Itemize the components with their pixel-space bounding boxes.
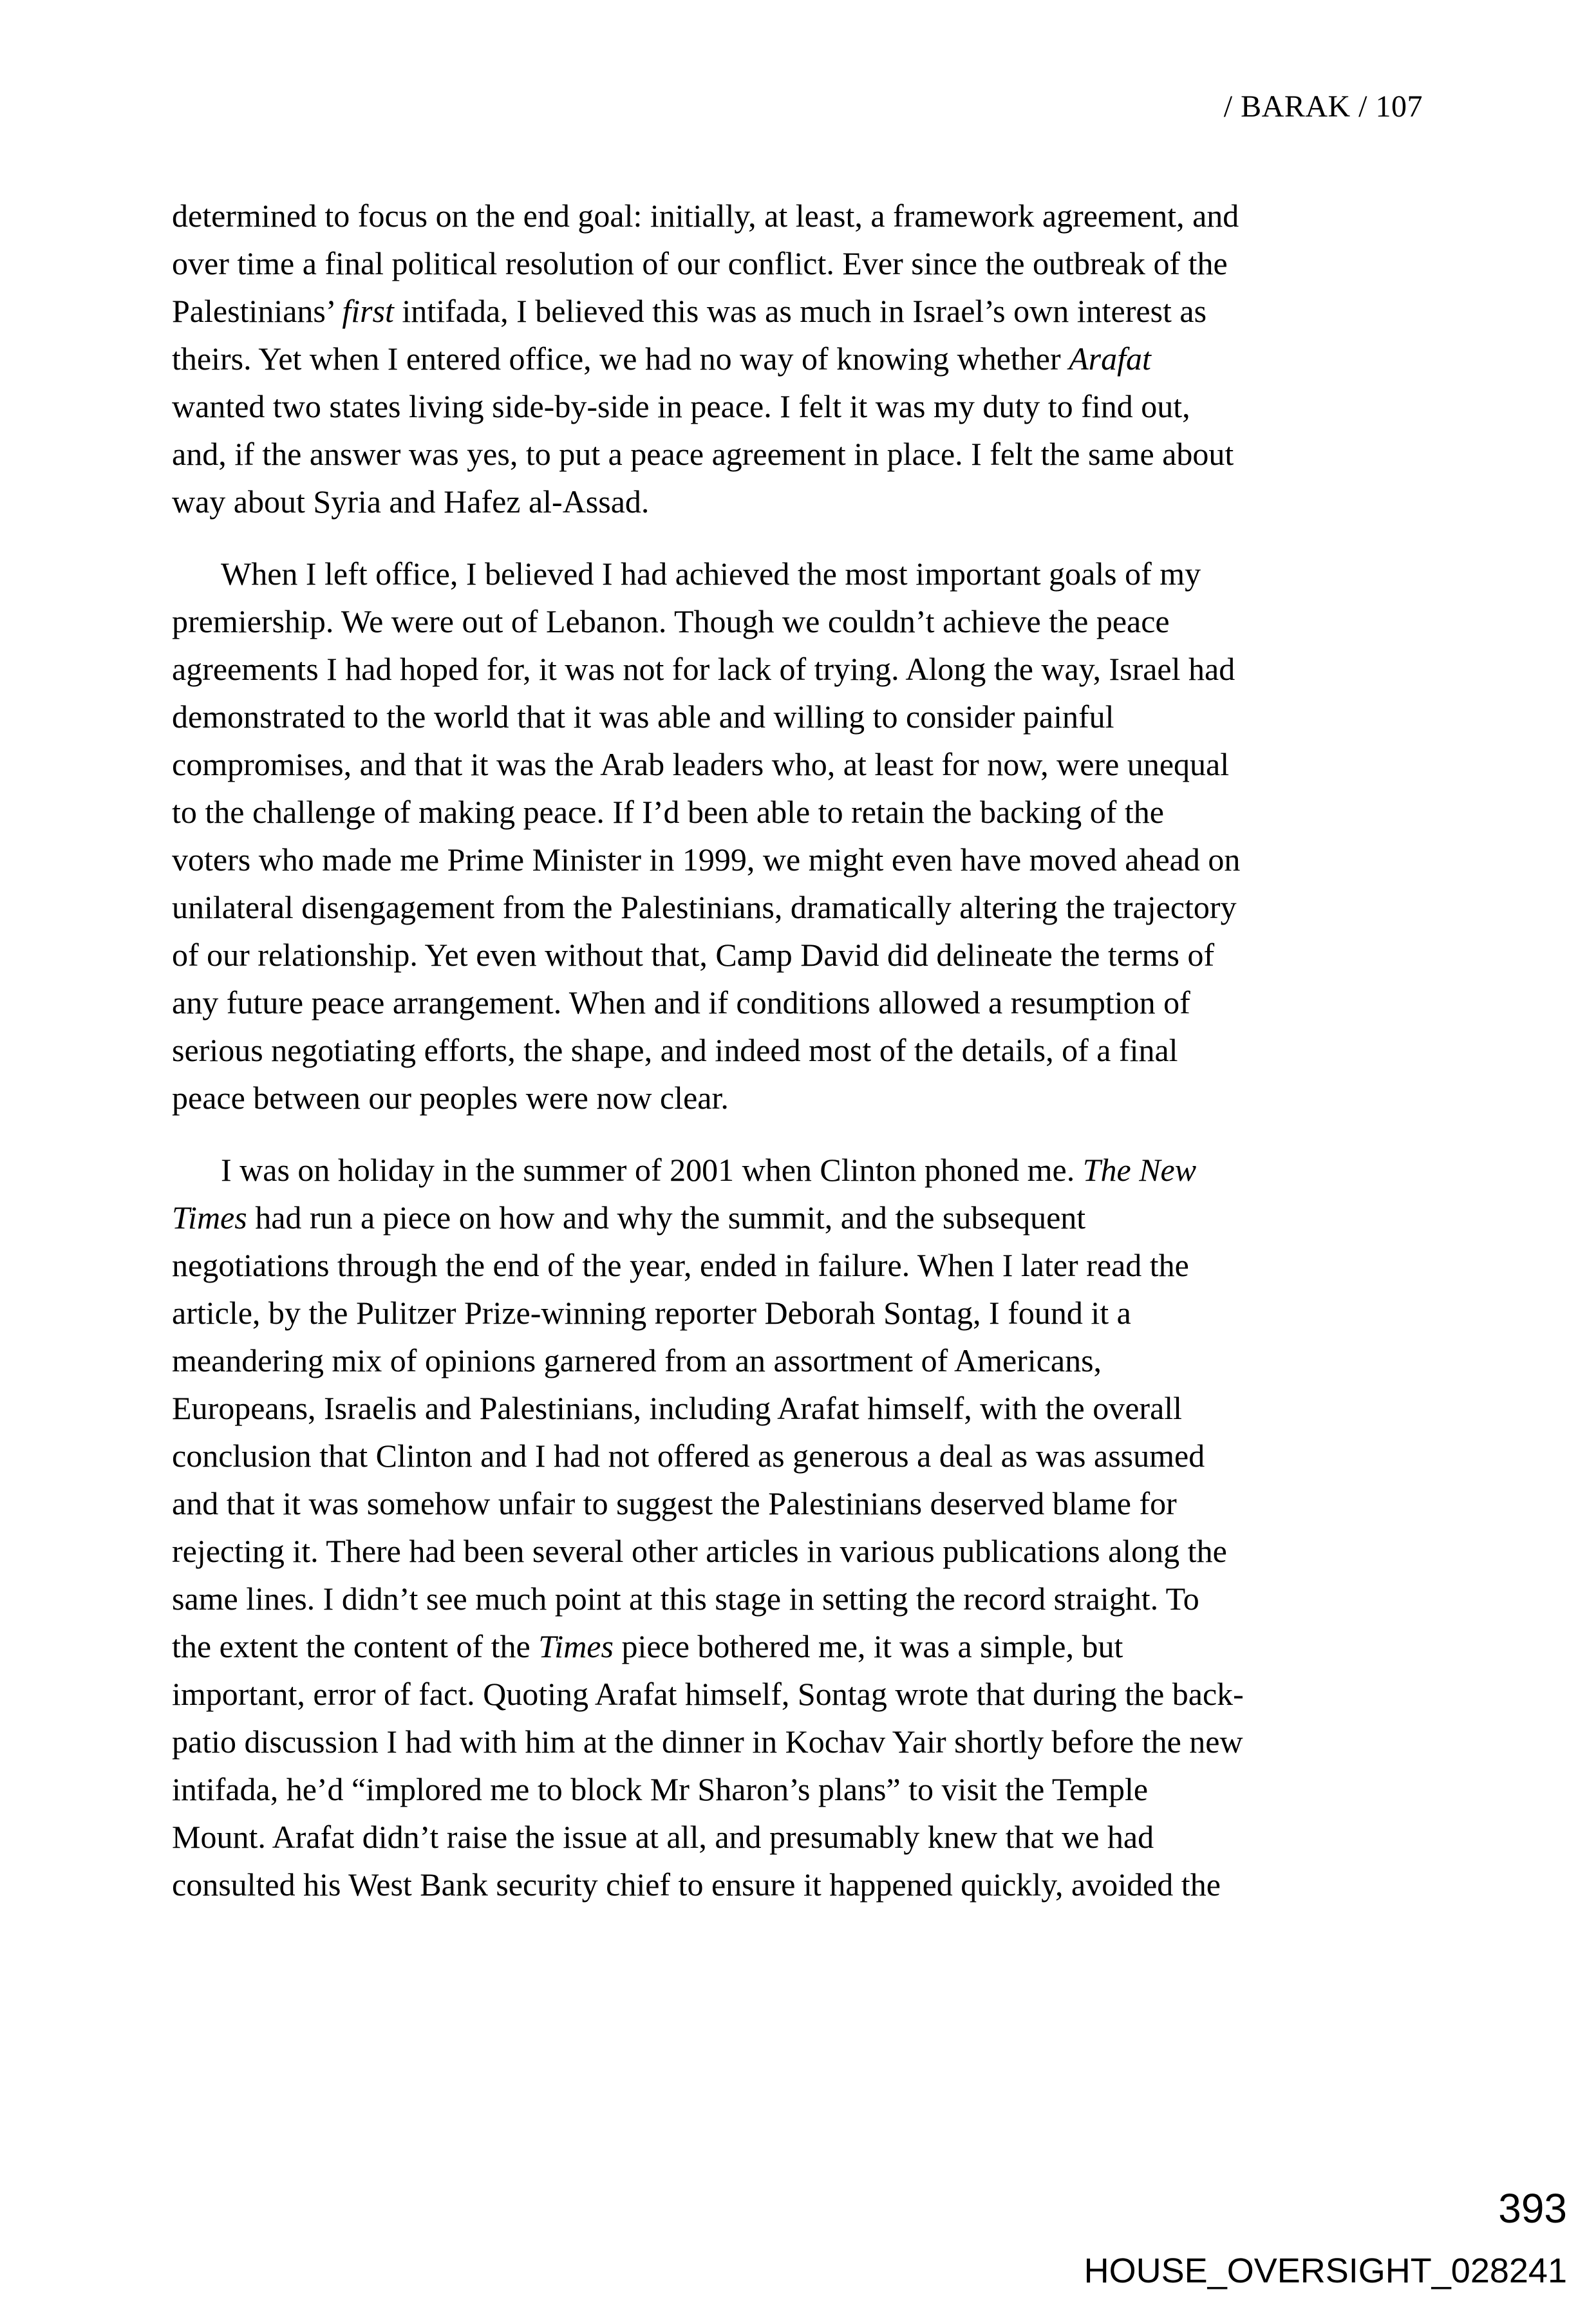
body-text (172, 192, 1453, 1908)
text-run: theirs. Yet when I entered office, we had no way of knowing whether (172, 341, 1069, 377)
text-run: of our relationship. Yet even without that, Camp David did delineate the terms of (172, 937, 1215, 973)
text-line (172, 1670, 1453, 1718)
text-line (172, 740, 1453, 788)
text-run: agreements I had hoped for, it was not for lack of trying. Along the way, Israel had (172, 651, 1235, 687)
text-line (172, 597, 1453, 645)
text-line (172, 979, 1453, 1026)
text-line (172, 430, 1453, 478)
italic-text-run: Times (538, 1628, 614, 1664)
text-run: wanted two states living side-by-side in peace. I felt it was my duty to find out, (172, 388, 1190, 424)
text-line (172, 1194, 1453, 1241)
text-run: meandering mix of opinions garnered from an assortment of Americans, (172, 1342, 1102, 1378)
text-run: same lines. I didn’t see much point at this stage in setting the record straight. To (172, 1581, 1199, 1617)
text-run: intifada, I believed this was as much in Israel’s own interest as (393, 293, 1207, 329)
text-run: rejecting it. There had been several other articles in various publications along the (172, 1533, 1227, 1569)
text-line (172, 1026, 1453, 1074)
text-line (172, 883, 1453, 931)
text-line (172, 1575, 1453, 1622)
text-run: article, by the Pulitzer Prize-winning reporter Deborah Sontag, I found it a (172, 1295, 1131, 1331)
text-line (172, 1527, 1453, 1575)
text-line (172, 693, 1453, 740)
text-line (172, 550, 1453, 597)
text-run: Palestinians’ (172, 293, 343, 329)
text-run: important, error of fact. Quoting Arafat himself, Sontag wrote that during the back- (172, 1676, 1244, 1712)
text-line (172, 335, 1453, 382)
text-line (172, 478, 1453, 525)
text-line (172, 1289, 1453, 1337)
running-header: / BARAK / 107 (1223, 89, 1423, 124)
text-run: serious negotiating efforts, the shape, and indeed most of the details, of a final (172, 1032, 1178, 1068)
text-run: peace between our peoples were now clear. (172, 1080, 729, 1116)
text-run: conclusion that Clinton and I had not offered as generous a deal as was assumed (172, 1438, 1205, 1474)
text-run: over time a final political resolution of our conflict. Ever since the outbreak of the (172, 245, 1228, 281)
text-line (172, 1718, 1453, 1765)
text-line (172, 1480, 1453, 1527)
italic-text-run: Arafat (1069, 341, 1151, 377)
italic-text-run: The New (1082, 1152, 1197, 1188)
text-run: and that it was somehow unfair to suggest the Palestinians deserved blame for (172, 1485, 1177, 1521)
text-run: determined to focus on the end goal: initially, at least, a framework agreement, and (172, 198, 1239, 234)
text-line (172, 1813, 1453, 1861)
text-line (172, 1337, 1453, 1384)
text-line (172, 788, 1453, 836)
text-run: patio discussion I had with him at the dinner in Kochav Yair shortly before the new (172, 1724, 1243, 1760)
text-line (172, 645, 1453, 693)
bates-stamp: HOUSE_OVERSIGHT_028241 (1084, 2251, 1567, 2290)
text-line (172, 1146, 1453, 1194)
page-number: 393 (1498, 2185, 1567, 2232)
text-run: When I left office, I believed I had achieved the most important goals of my (221, 556, 1201, 592)
text-line (172, 1861, 1453, 1908)
text-line (172, 1622, 1453, 1670)
text-line (172, 1765, 1453, 1813)
text-run: I was on holiday in the summer of 2001 when Clinton phoned me. (221, 1152, 1083, 1188)
text-run: unilateral disengagement from the Palestinians, dramatically altering the trajectory (172, 889, 1237, 925)
text-run: to the challenge of making peace. If I’d been able to retain the backing of the (172, 794, 1164, 830)
text-line (172, 192, 1453, 240)
text-line (172, 287, 1453, 335)
italic-text-run: Times (172, 1199, 247, 1236)
text-line (172, 931, 1453, 979)
text-run: piece bothered me, it was a simple, but (613, 1628, 1123, 1664)
italic-text-run: first (342, 293, 394, 329)
text-run: and, if the answer was yes, to put a peace agreement in place. I felt the same about (172, 436, 1234, 472)
text-run: any future peace arrangement. When and if conditions allowed a resumption of (172, 984, 1190, 1020)
text-line (172, 1241, 1453, 1289)
paragraph-2 (172, 550, 1453, 1122)
text-line (172, 382, 1453, 430)
text-line (172, 836, 1453, 883)
text-line (172, 1432, 1453, 1480)
paragraph-3 (172, 1146, 1453, 1908)
text-run: negotiations through the end of the year, ended in failure. When I later read the (172, 1247, 1189, 1283)
text-run: Europeans, Israelis and Palestinians, including Arafat himself, with the overall (172, 1390, 1183, 1426)
text-run: Mount. Arafat didn’t raise the issue at all, and presumably knew that we had (172, 1819, 1154, 1855)
text-run: intifada, he’d “implored me to block Mr Sharon’s plans” to visit the Temple (172, 1771, 1149, 1807)
text-run: demonstrated to the world that it was able and willing to consider painful (172, 699, 1114, 735)
text-run: voters who made me Prime Minister in 1999, we might even have moved ahead on (172, 841, 1241, 878)
text-line (172, 1384, 1453, 1432)
text-line (172, 1074, 1453, 1122)
text-run: the extent the content of the (172, 1628, 539, 1664)
text-run: consulted his West Bank security chief to ensure it happened quickly, avoided the (172, 1866, 1221, 1903)
text-run: had run a piece on how and why the summit, and the subsequent (247, 1199, 1086, 1236)
text-line (172, 240, 1453, 287)
text-run: premiership. We were out of Lebanon. Though we couldn’t achieve the peace (172, 603, 1170, 639)
text-run: compromises, and that it was the Arab leaders who, at least for now, were unequal (172, 746, 1230, 782)
text-run: way about Syria and Hafez al-Assad. (172, 484, 650, 520)
paragraph-1 (172, 192, 1453, 525)
